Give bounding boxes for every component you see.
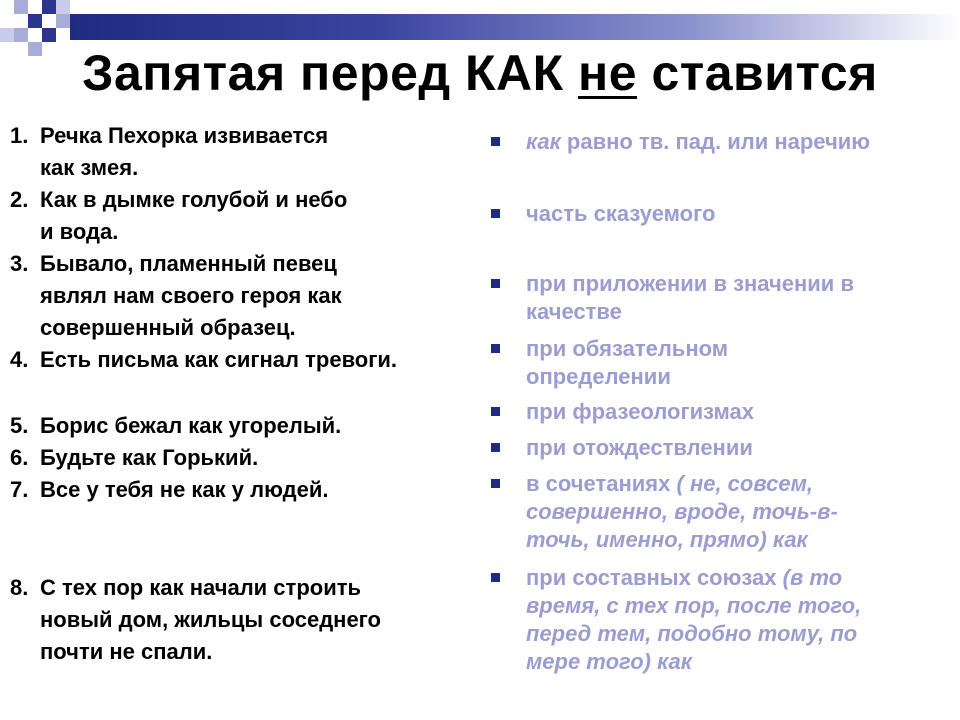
rule-text: при приложении в значении в качестве bbox=[526, 271, 854, 324]
example-text: Будьте как Горький. bbox=[40, 445, 259, 470]
example-number: 2. bbox=[10, 187, 29, 212]
square-bullet-icon bbox=[491, 573, 500, 582]
example-number: 5. bbox=[10, 413, 29, 438]
square-bullet-icon bbox=[491, 137, 500, 146]
example-number: 4. bbox=[10, 347, 29, 372]
example-text: Все у тебя не как у людей. bbox=[40, 477, 329, 502]
example-number: 1. bbox=[10, 123, 29, 148]
slide-title bbox=[0, 44, 960, 102]
rule-text: при обязательном определении bbox=[526, 336, 729, 389]
square-bullet-icon bbox=[491, 344, 500, 353]
example-number: 8. bbox=[10, 575, 29, 600]
example-text: Есть письма как сигнал тревоги. bbox=[40, 347, 398, 372]
rule-text: в сочетаниях bbox=[526, 471, 677, 496]
example-number: 3. bbox=[10, 251, 29, 276]
rule-italic: (в то время, с тех пор, после того, перед тем, подобно тому, по мере того) как bbox=[526, 565, 862, 674]
rule-text: при составных союзах bbox=[526, 565, 783, 590]
example-number: 6. bbox=[10, 445, 29, 470]
title-underlined: не bbox=[578, 45, 638, 101]
example-text: С тех пор как начали строить новый дом, жильцы соседнего почти не спали. bbox=[40, 575, 381, 664]
rule-italic: ( не, совсем, совершенно, вроде, точь-в- точь, именно, прямо) как bbox=[526, 471, 838, 552]
rule-text: при фразеологизмах bbox=[526, 399, 754, 424]
square-bullet-icon bbox=[491, 443, 500, 452]
title-part1: Запятая перед КАК bbox=[82, 45, 579, 101]
example-text: Речка Пехорка извивается как змея. bbox=[40, 123, 329, 180]
example-text: Бывало, пламенный певец являл нам своего героя как совершенный образец. bbox=[40, 251, 342, 340]
example-text: Как в дымке голубой и небо и вода. bbox=[40, 187, 348, 244]
square-bullet-icon bbox=[491, 407, 500, 416]
header-gradient-bar bbox=[70, 14, 960, 40]
rule-text: часть сказуемого bbox=[526, 201, 716, 226]
rule-text: равно тв. пад. или наречию bbox=[560, 129, 871, 154]
square-bullet-icon bbox=[491, 209, 500, 218]
example-number: 7. bbox=[10, 477, 29, 502]
rule-text: при отождествлении bbox=[526, 435, 753, 460]
example-text: Борис бежал как угорелый. bbox=[40, 413, 342, 438]
title-part2: ставится bbox=[637, 45, 878, 101]
square-bullet-icon bbox=[491, 279, 500, 288]
rule-italic: как bbox=[526, 129, 561, 154]
square-bullet-icon bbox=[491, 479, 500, 488]
